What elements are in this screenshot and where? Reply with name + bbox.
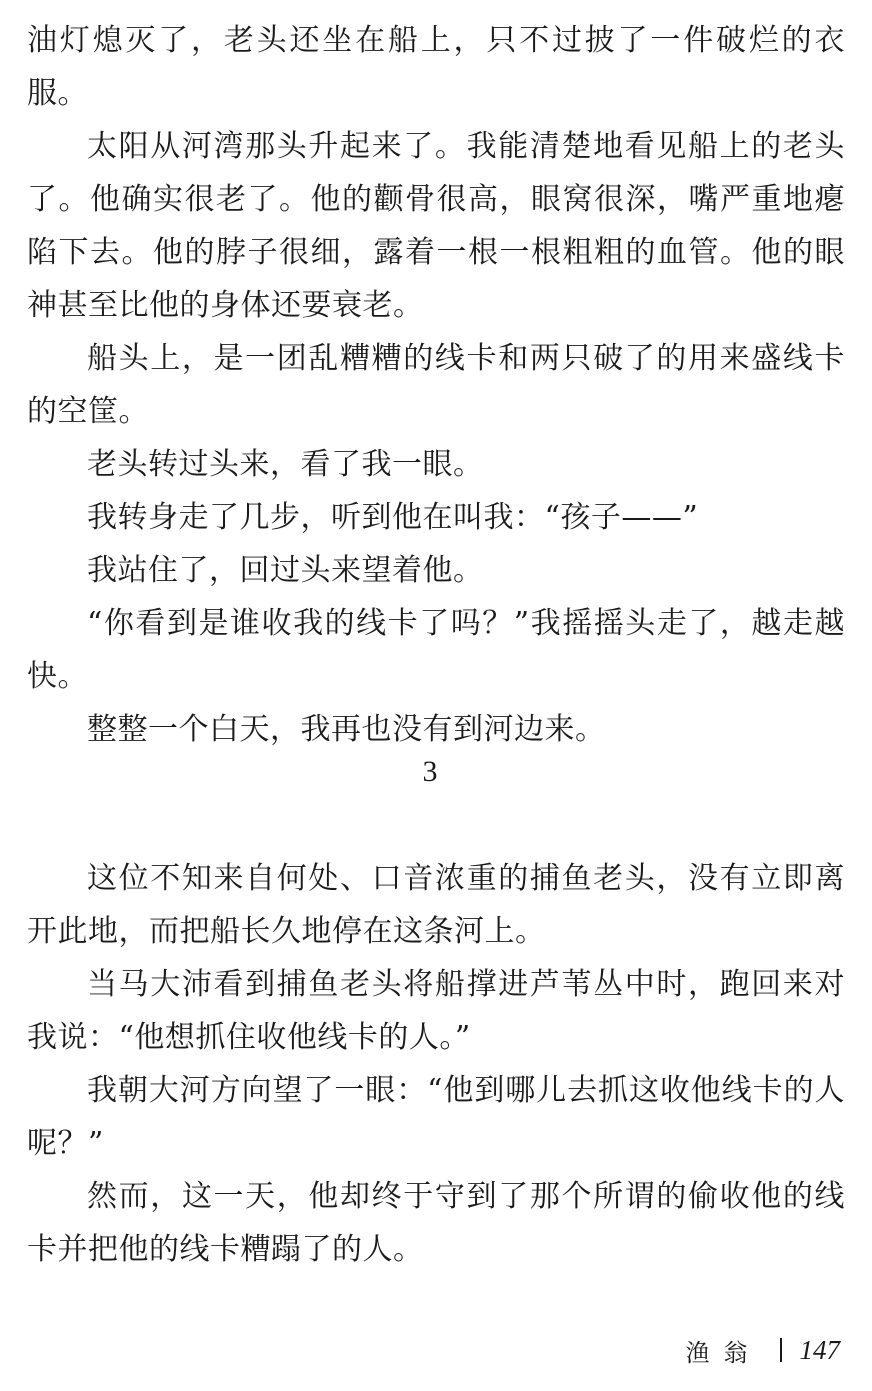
paragraph: “你看到是谁收我的线卡了吗？”我摇摇头走了，越走越快。 [27,606,845,694]
paragraph: 油灯熄灭了，老头还坐在船上，只不过披了一件破烂的衣服。 [27,23,845,111]
page-footer [686,1330,841,1370]
paragraph: 老头转过头来，看了我一眼。 [87,447,484,482]
paragraph: 当马大沛看到捕鱼老头将船撑进芦苇丛中时，跑回来对我说：“他想抓住收他线卡的人。” [27,967,845,1055]
page-number: 147 [799,1334,840,1365]
paragraph: 船头上，是一团乱糟糟的线卡和两只破了的用来盛线卡的空筐。 [27,341,845,429]
paragraph: 整整一个白天，我再也没有到河边来。 [87,712,606,747]
paragraph: 我转身走了几步，听到他在叫我：“孩子——” [87,500,699,535]
running-title: 渔翁 [685,1338,762,1367]
paragraph: 太阳从河湾那头升起来了。我能清楚地看见船上的老头了。他确实很老了。他的颧骨很高，眼窝很深，嘴严重地瘪陷下去。他的脖子很细，露着一根一根粗粗的血管。他的眼神甚至比他的身体还要衰老。 [27,129,845,323]
paragraph: 然而，这一天，他却终于守到了那个所谓的偷收他的线卡并把他的线卡糟蹋了的人。 [27,1179,845,1267]
footer-divider [780,1338,782,1362]
section-number: 3 [422,755,438,788]
section-2-text [27,852,845,1276]
paragraph: 我站住了，回过头来望着他。 [87,553,484,588]
paragraph: 我朝大河方向望了一眼：“他到哪儿去抓这收他线卡的人呢？” [27,1073,845,1161]
section-1-text [27,14,845,756]
paragraph: 这位不知来自何处、口音浓重的捕鱼老头，没有立即离开此地，而把船长久地停在这条河上。 [27,861,845,949]
